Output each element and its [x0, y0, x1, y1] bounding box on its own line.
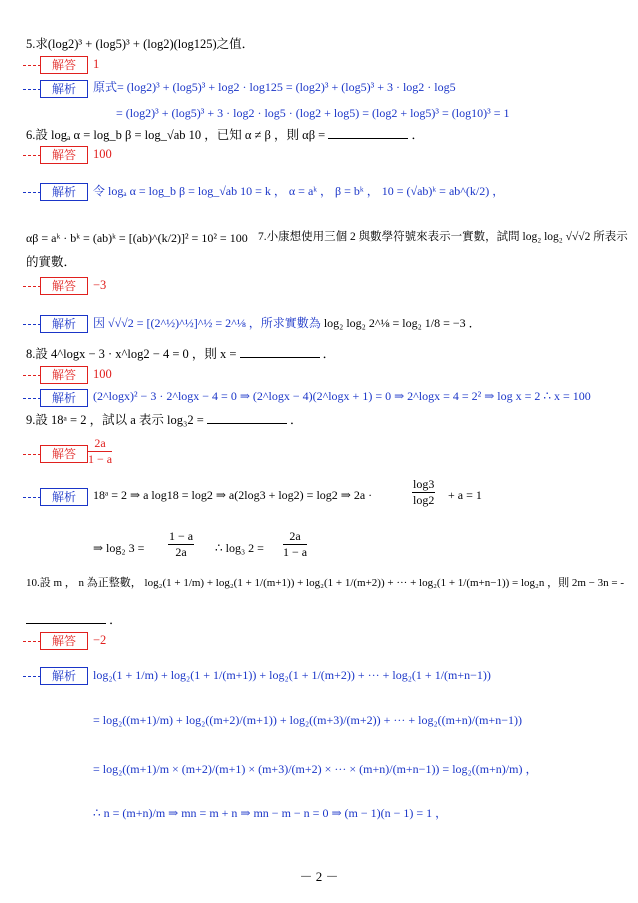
q10-answer-tag: 解答 — [40, 632, 88, 650]
q9-analysis-line1b: + a = 1 — [448, 488, 482, 502]
q7-answer-tag: 解答 — [40, 277, 88, 295]
q9-answer-numerator: 2a — [88, 437, 112, 452]
q5-question: 5.求(log2)³ + (log5)³ + (log2)(log125)之值． — [26, 37, 255, 51]
q8-answer: 100 — [93, 367, 112, 381]
q10-analysis-line3: = log₂((m+1)/m × (m+2)/(m+1) × (m+3)/(m+2) × ··· × (m+n)/(m+n−1)) = log₂((m+n)/m) ， — [93, 762, 538, 776]
q10-question: 10.設 m ， n 為正整數， log₂(1 + 1/m) + log₂(1 + 1/(m+1)) + log₂(1 + 1/(m+2)) + ··· + log₂(1 + 1/(m+n−1)) = log₂n ，則 2m − 3n = - — [26, 577, 625, 589]
q9-blank — [207, 412, 287, 424]
q7-question-line1: 7.小康想使用三個 2 與數學符號來表示一實數，試問 log₂ log₂ √√√2 所表示 — [258, 231, 628, 243]
q9-fraction1-denominator: log2 — [413, 493, 435, 508]
q8-analysis-tag: 解析 — [40, 389, 88, 407]
q8-analysis: (2^logx)² − 3 · 2^logx − 4 = 0 ⇒ (2^logx − 4)(2^logx + 1) = 0 ⇒ 2^logx = 4 = 2² ⇒ log x = 2 ∴ x = 100 — [93, 389, 591, 403]
q9-fraction3-denominator: 1 − a — [283, 545, 308, 560]
q5-answer-tag: 解答 — [40, 56, 88, 74]
q6-tail: ． — [411, 128, 424, 142]
q8-answer-tag: 解答 — [40, 366, 88, 384]
q6-blank — [328, 127, 408, 139]
q6-analysis-line1: 令 logₐ α = log_b β = log_√ab 10 = k ， α = aᵏ ， β = bᵏ ， 10 = (√ab)ᵏ = ab^(k/2) ， — [93, 184, 505, 198]
q9-analysis-tag: 解析 — [40, 488, 88, 506]
q9-analysis-fraction3 — [283, 530, 307, 559]
q5-answer: 1 — [93, 57, 100, 71]
q7-answer: −3 — [93, 278, 107, 292]
q9-analysis-line2a: ⇒ log₂ 3 = — [93, 541, 145, 555]
q10-analysis-line4: ∴ n = (m+n)/m ⇒ mn = m + n ⇒ mn − m − n = 0 ⇒ (m − 1)(n − 1) = 1 ， — [93, 806, 448, 820]
q10-tail: ． — [109, 613, 122, 627]
q9-answer-denominator: 1 − a — [88, 452, 113, 467]
q7-analysis-blue: 因 √√√2 = [(2^½)^½]^½ = 2^⅛ ，所求實數為 — [93, 316, 321, 330]
q10-question-line2 — [26, 612, 122, 627]
q5-analysis-line2: = (log2)³ + (log5)³ + 3 · log2 · log5 · (log2 + log5) = (log2 + log5)³ = (log10)³ = 1 — [116, 106, 510, 120]
q6-analysis-line2: αβ = aᵏ · bᵏ = (ab)ᵏ = [(ab)^(k/2)]² = 10² = 100 — [26, 231, 248, 245]
q9-analysis-fraction2 — [168, 530, 194, 559]
q7-analysis-tag: 解析 — [40, 315, 88, 333]
page-number: － 2 － — [299, 869, 339, 884]
q8-blank — [240, 346, 320, 358]
q10-analysis-tag: 解析 — [40, 667, 88, 685]
q5-analysis-tag: 解析 — [40, 80, 88, 98]
q9-analysis-line2b: ∴ log₃ 2 = — [215, 541, 264, 555]
q7-analysis-black: log₂ log₂ 2^⅛ = log₂ 1/8 = −3 ． — [323, 316, 481, 330]
q10-blank — [26, 612, 106, 624]
q10-analysis-line2: = log₂((m+1)/m) + log₂((m+2)/(m+1)) + log₂((m+3)/(m+2)) + ··· + log₂((m+n)/(m+n−1)) — [93, 713, 522, 727]
q7-analysis — [93, 317, 481, 329]
q9-answer-fraction — [88, 437, 112, 466]
q9-fraction2-numerator: 1 − a — [168, 530, 194, 545]
q6-answer-tag: 解答 — [40, 146, 88, 164]
q5-analysis-line1: 原式= (log2)³ + (log5)³ + log2 · log125 = (log2)³ + (log5)³ + 3 · log2 · log5 — [93, 80, 456, 94]
q6-question-text: 6.設 logₐ α = log_b β = log_√ab 10 ，已知 α ≠ β ，則 αβ = — [26, 128, 326, 142]
q9-tail: ． — [290, 413, 303, 427]
q7-question-line2: 的實數． — [26, 255, 77, 269]
q8-tail: ． — [322, 347, 336, 361]
q6-question — [26, 127, 424, 142]
q9-answer-tag: 解答 — [40, 445, 88, 463]
q10-answer: −2 — [93, 633, 107, 647]
q6-answer: 100 — [93, 147, 112, 161]
q9-question-text: 9.設 18ᵃ = 2 ，試以 a 表示 log₃2 = — [26, 413, 204, 427]
q8-question — [26, 346, 335, 361]
q6-analysis-tag: 解析 — [40, 183, 88, 201]
q9-analysis-line1a: 18ᵃ = 2 ⇒ a log18 = log2 ⇒ a(2log3 + log2) = log2 ⇒ 2a · — [93, 488, 373, 502]
q9-fraction2-denominator: 2a — [175, 545, 187, 560]
q9-fraction1-numerator: log3 — [412, 478, 435, 493]
q10-analysis-line1: log₂(1 + 1/m) + log₂(1 + 1/(m+1)) + log₂(1 + 1/(m+2)) + ··· + log₂(1 + 1/(m+n−1)) — [93, 668, 491, 682]
q8-question-text: 8.設 4^logx − 3 · x^log2 − 4 = 0 ，則 x = — [26, 347, 237, 361]
q9-fraction3-numerator: 2a — [283, 530, 307, 545]
q9-question — [26, 412, 303, 427]
q9-analysis-fraction1 — [412, 478, 435, 507]
